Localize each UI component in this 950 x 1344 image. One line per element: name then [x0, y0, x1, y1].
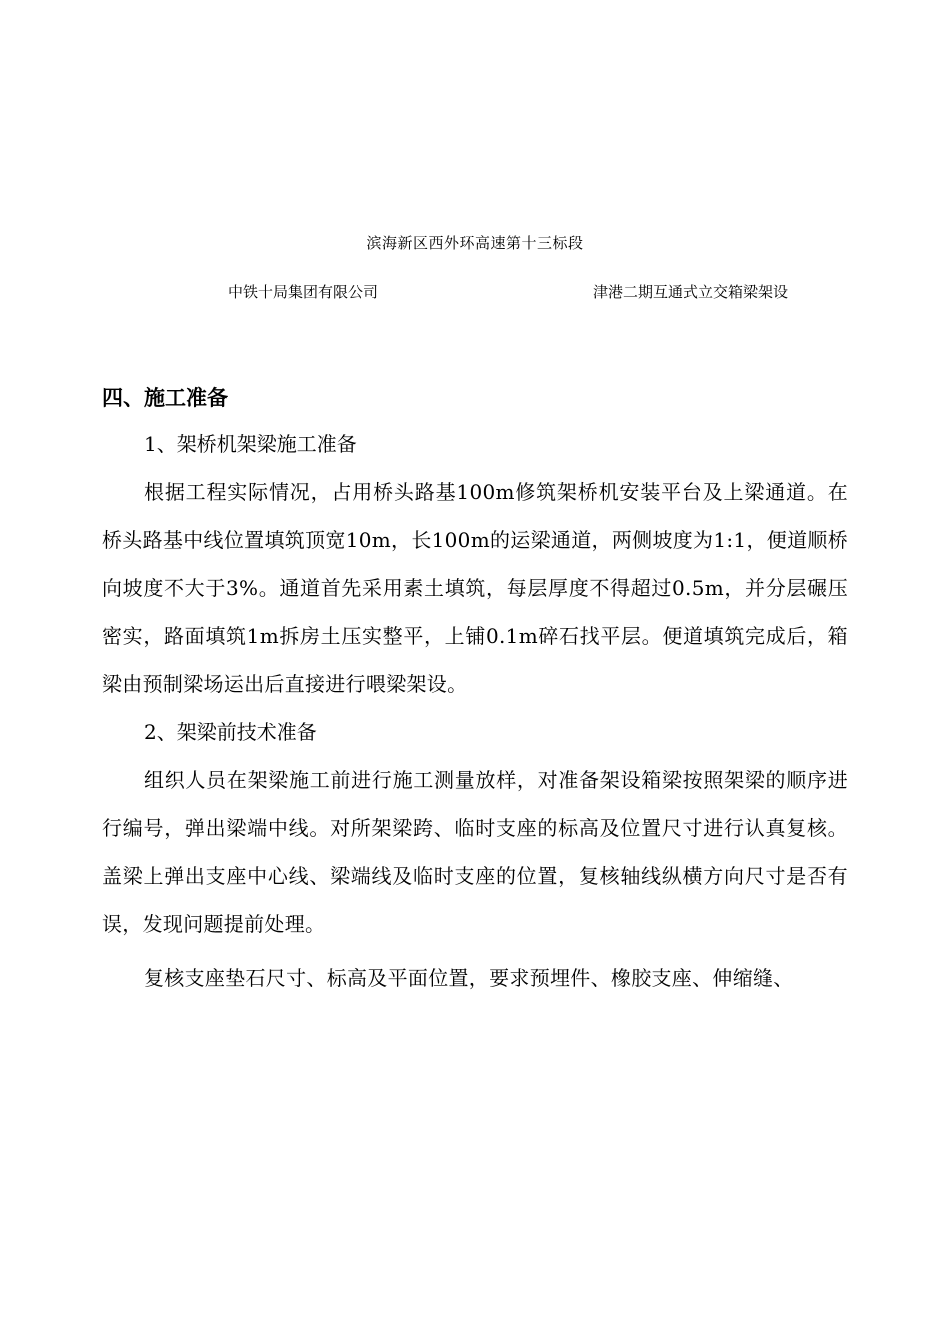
paragraph-1: 根据工程实际情况，占用桥头路基100m修筑架桥机安装平台及上梁通道。在桥头路基中线位置填筑顶宽10m，长100m的运梁通道，两侧坡度为1:1，便道顺桥向坡度不大于3%。通道首先采用素土填筑，每层厚度不得超过0.5m，并分层碾压密实，路面填筑1m拆房土压实整平，上铺0.1m碎石找平层。便道填筑完成后，箱梁由预制梁场运出后直接进行喂梁架设。 — [102, 480, 848, 696]
header-company: 中铁十局集团有限公司 — [228, 283, 379, 301]
paragraph-3: 复核支座垫石尺寸、标高及平面位置，要求预埋件、橡胶支座、伸缩缝、 — [144, 966, 794, 990]
header-project: 津港二期互通式立交箱梁架设 — [593, 283, 789, 301]
document-body — [102, 376, 848, 1002]
section-heading: 四、施工准备 — [102, 385, 228, 410]
subheading-1: 1、架桥机架梁施工准备 — [144, 432, 357, 456]
subheading-2: 2、架梁前技术准备 — [144, 720, 317, 744]
paragraph-2: 组织人员在架梁施工前进行施工测量放样，对准备架设箱梁按照架梁的顺序进行编号，弹出梁端中线。对所架梁跨、临时支座的标高及位置尺寸进行认真复核。盖梁上弹出支座中心线、梁端线及临时支座的位置，复核轴线纵横方向尺寸是否有误，发现问题提前处理。 — [102, 768, 848, 936]
header-title: 滨海新区西外环高速第十三标段 — [366, 234, 584, 252]
